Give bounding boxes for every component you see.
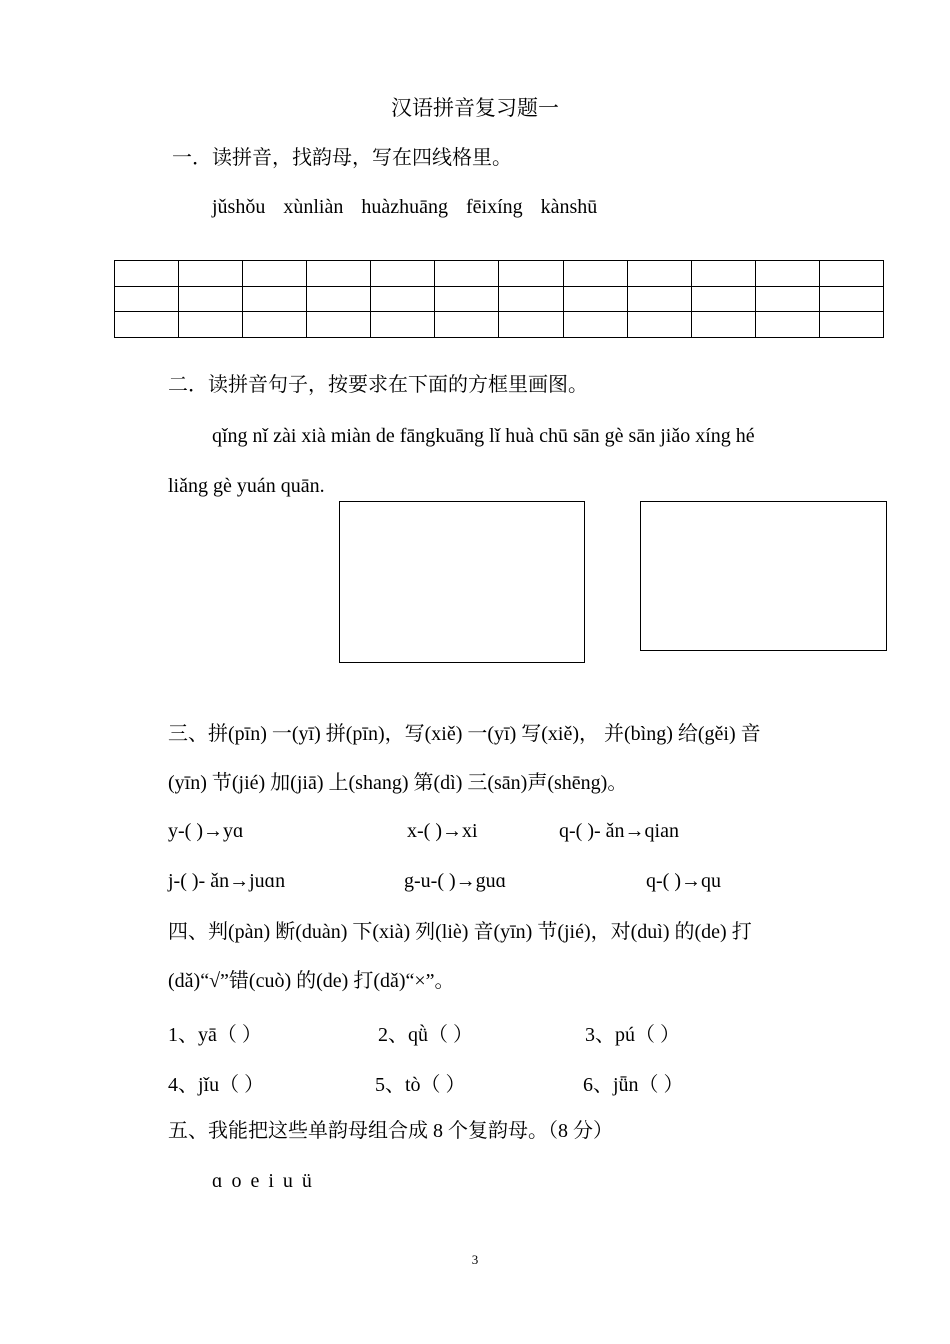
grid-cell[interactable] — [307, 286, 371, 312]
pinyin-blank-item: q-( )→qu — [646, 870, 721, 892]
grid-cell[interactable] — [371, 286, 435, 312]
grid-cell[interactable] — [755, 312, 819, 338]
pinyin-word: jǔshǒu — [212, 196, 266, 218]
grid-cell[interactable] — [307, 261, 371, 287]
grid-cell[interactable] — [691, 286, 755, 312]
page-title: 汉语拼音复习题一 — [391, 96, 559, 120]
grid-cell[interactable] — [819, 286, 883, 312]
grid-cell[interactable] — [243, 312, 307, 338]
grid-cell[interactable] — [179, 261, 243, 287]
judge-item: 6、jǖn（ ） — [583, 1074, 684, 1096]
grid-cell[interactable] — [371, 261, 435, 287]
judge-item: 3、pú（ ） — [585, 1024, 680, 1046]
grid-cell[interactable] — [435, 286, 499, 312]
grid-cell[interactable] — [115, 312, 179, 338]
grid-cell[interactable] — [563, 312, 627, 338]
section-3-heading-cont: (yīn) 节(jié) 加(jiā) 上(shang) 第(dì) 三(sān)声(shēng)。 — [168, 772, 628, 794]
pinyin-blank-item: g-u-( )→guɑ — [404, 870, 507, 892]
grid-cell[interactable] — [307, 312, 371, 338]
grid-cell[interactable] — [691, 312, 755, 338]
pinyin-blank-item: y-( )→yɑ — [168, 820, 244, 842]
grid-cell[interactable] — [179, 312, 243, 338]
grid-cell[interactable] — [755, 261, 819, 287]
section-5-heading: 五、我能把这些单韵母组合成 8 个复韵母。（8 分） — [168, 1120, 613, 1142]
grid-cell[interactable] — [115, 261, 179, 287]
section-5-letters: ɑ o e i u ü — [212, 1170, 312, 1192]
grid-cell[interactable] — [563, 261, 627, 287]
grid-cell[interactable] — [627, 286, 691, 312]
grid-cell[interactable] — [435, 261, 499, 287]
section-1-words — [212, 196, 615, 219]
pinyin-blank-item: j-( )- ǎn→juɑn — [168, 870, 286, 892]
page-number: 3 — [471, 1252, 479, 1267]
grid-cell[interactable] — [819, 261, 883, 287]
grid-cell[interactable] — [179, 286, 243, 312]
judge-item: 1、yā（ ） — [168, 1024, 262, 1046]
judge-item: 2、qǜ（ ） — [378, 1024, 473, 1046]
pinyin-word: huàzhuāng — [361, 196, 448, 218]
pinyin-word: fēixíng — [465, 196, 523, 218]
judge-item: 5、tò（ ） — [375, 1074, 466, 1096]
grid-cell[interactable] — [243, 261, 307, 287]
pinyin-word: kànshū — [540, 196, 598, 218]
section-4-heading: 四、判(pàn) 断(duàn) 下(xià) 列(liè) 音(yīn) 节(jié)，对(duì) 的(de) 打 — [168, 921, 752, 943]
judge-item: 4、jǐu（ ） — [168, 1074, 265, 1096]
grid-cell[interactable] — [819, 312, 883, 338]
section-1-heading: 一．读拼音，找韵母，写在四线格里。 — [172, 147, 512, 169]
grid-cell[interactable] — [755, 286, 819, 312]
section-3-heading: 三、拼(pīn) 一(yī) 拼(pīn)，写(xiě) 一(yī) 写(xiě)， 并(bìng) 给(gěi) 音 — [168, 723, 761, 745]
pinyin-blank-item: q-( )- ǎn→qian — [559, 820, 679, 842]
grid-cell[interactable] — [563, 286, 627, 312]
grid-cell[interactable] — [243, 286, 307, 312]
grid-cell[interactable] — [499, 261, 563, 287]
grid-cell[interactable] — [371, 312, 435, 338]
grid-row — [115, 261, 884, 287]
drawing-box-right[interactable] — [640, 501, 887, 651]
section-2-sentence-cont: liǎng gè yuán quān. — [168, 475, 325, 497]
section-2-sentence: qǐng nǐ zài xià miàn de fāngkuāng lǐ huà chū sān gè sān jiǎo xíng hé — [212, 425, 755, 447]
grid-cell[interactable] — [499, 286, 563, 312]
drawing-box-left[interactable] — [339, 501, 585, 663]
pinyin-blank-item: x-( )→xi — [407, 820, 478, 842]
grid-cell[interactable] — [435, 312, 499, 338]
grid-cell[interactable] — [627, 312, 691, 338]
grid-cell[interactable] — [499, 312, 563, 338]
four-line-grid[interactable] — [114, 260, 884, 338]
grid-cell[interactable] — [627, 261, 691, 287]
section-2-heading: 二．读拼音句子，按要求在下面的方框里画图。 — [168, 374, 588, 396]
grid-row — [115, 312, 884, 338]
section-4-heading-cont: (dǎ)“√”错(cuò) 的(de) 打(dǎ)“×”。 — [168, 970, 455, 992]
grid-cell[interactable] — [691, 261, 755, 287]
pinyin-word: xùnliàn — [283, 196, 344, 218]
grid-cell[interactable] — [115, 286, 179, 312]
grid-row — [115, 286, 884, 312]
